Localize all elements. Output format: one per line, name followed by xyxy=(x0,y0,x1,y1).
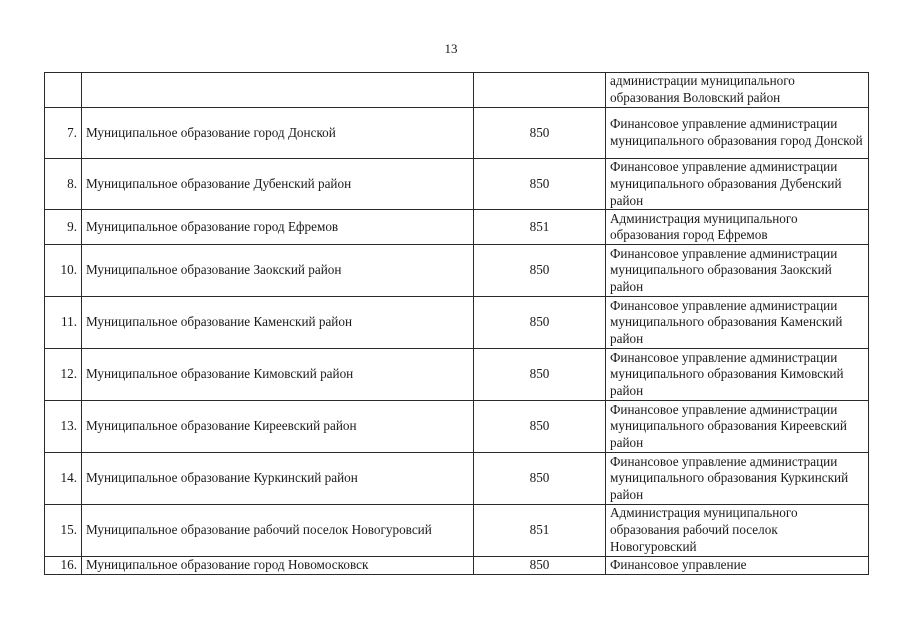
municipality-name: Муниципальное образование город Ефремов xyxy=(82,210,474,245)
administrator-name: Финансовое управление администрации муниципального образования Заокский район xyxy=(606,245,869,297)
table-row xyxy=(45,210,869,245)
row-number: 15. xyxy=(45,505,82,556)
row-number: 13. xyxy=(45,401,82,453)
municipality-name: Муниципальное образование Заокский район xyxy=(82,245,474,297)
administrator-name: Финансовое управление xyxy=(606,556,869,574)
table-row xyxy=(45,401,869,453)
administrator-name: администрации муниципального образования Воловский район xyxy=(606,73,869,108)
budget-code xyxy=(474,73,606,108)
table-row xyxy=(45,108,869,159)
row-number: 9. xyxy=(45,210,82,245)
administrator-name: Финансовое управление администрации муниципального образования Куркинский район xyxy=(606,453,869,505)
municipal-table xyxy=(44,72,869,575)
municipality-name: Муниципальное образование Каменский район xyxy=(82,297,474,349)
administrator-name: Администрация муниципального образования город Ефремов xyxy=(606,210,869,245)
budget-code: 850 xyxy=(474,297,606,349)
budget-code: 850 xyxy=(474,108,606,159)
municipality-name xyxy=(82,73,474,108)
table-row xyxy=(45,556,869,574)
table-row xyxy=(45,297,869,349)
administrator-name: Финансовое управление администрации муниципального образования Кимовский район xyxy=(606,349,869,401)
table-row xyxy=(45,245,869,297)
budget-code: 850 xyxy=(474,401,606,453)
table-row xyxy=(45,349,869,401)
administrator-name: Финансовое управление администрации муниципального образования Дубенский район xyxy=(606,159,869,210)
budget-code: 850 xyxy=(474,349,606,401)
administrator-name: Финансовое управление администрации муниципального образования Киреевский район xyxy=(606,401,869,453)
municipality-name: Муниципальное образование Киреевский район xyxy=(82,401,474,453)
budget-code: 851 xyxy=(474,505,606,556)
budget-code: 850 xyxy=(474,245,606,297)
row-number xyxy=(45,73,82,108)
budget-code: 850 xyxy=(474,556,606,574)
municipality-name: Муниципальное образование Кимовский район xyxy=(82,349,474,401)
budget-code: 851 xyxy=(474,210,606,245)
table-row xyxy=(45,505,869,556)
row-number: 16. xyxy=(45,556,82,574)
municipality-name: Муниципальное образование город Новомосковск xyxy=(82,556,474,574)
budget-code: 850 xyxy=(474,453,606,505)
row-number: 8. xyxy=(45,159,82,210)
municipality-name: Муниципальное образование Куркинский район xyxy=(82,453,474,505)
municipality-name: Муниципальное образование город Донской xyxy=(82,108,474,159)
page-number: 13 xyxy=(444,41,458,56)
row-number: 14. xyxy=(45,453,82,505)
table-row xyxy=(45,453,869,505)
table-row xyxy=(45,73,869,108)
municipality-name: Муниципальное образование Дубенский район xyxy=(82,159,474,210)
row-number: 12. xyxy=(45,349,82,401)
row-number: 10. xyxy=(45,245,82,297)
row-number: 7. xyxy=(45,108,82,159)
budget-code: 850 xyxy=(474,159,606,210)
municipality-name: Муниципальное образование рабочий поселок Новогуровсий xyxy=(82,505,474,556)
administrator-name: Финансовое управление администрации муниципального образования город Донской xyxy=(606,108,869,159)
row-number: 11. xyxy=(45,297,82,349)
table-row xyxy=(45,159,869,210)
administrator-name: Финансовое управление администрации муниципального образования Каменский район xyxy=(606,297,869,349)
administrator-name: Администрация муниципального образования рабочий поселок Новогуровский xyxy=(606,505,869,556)
